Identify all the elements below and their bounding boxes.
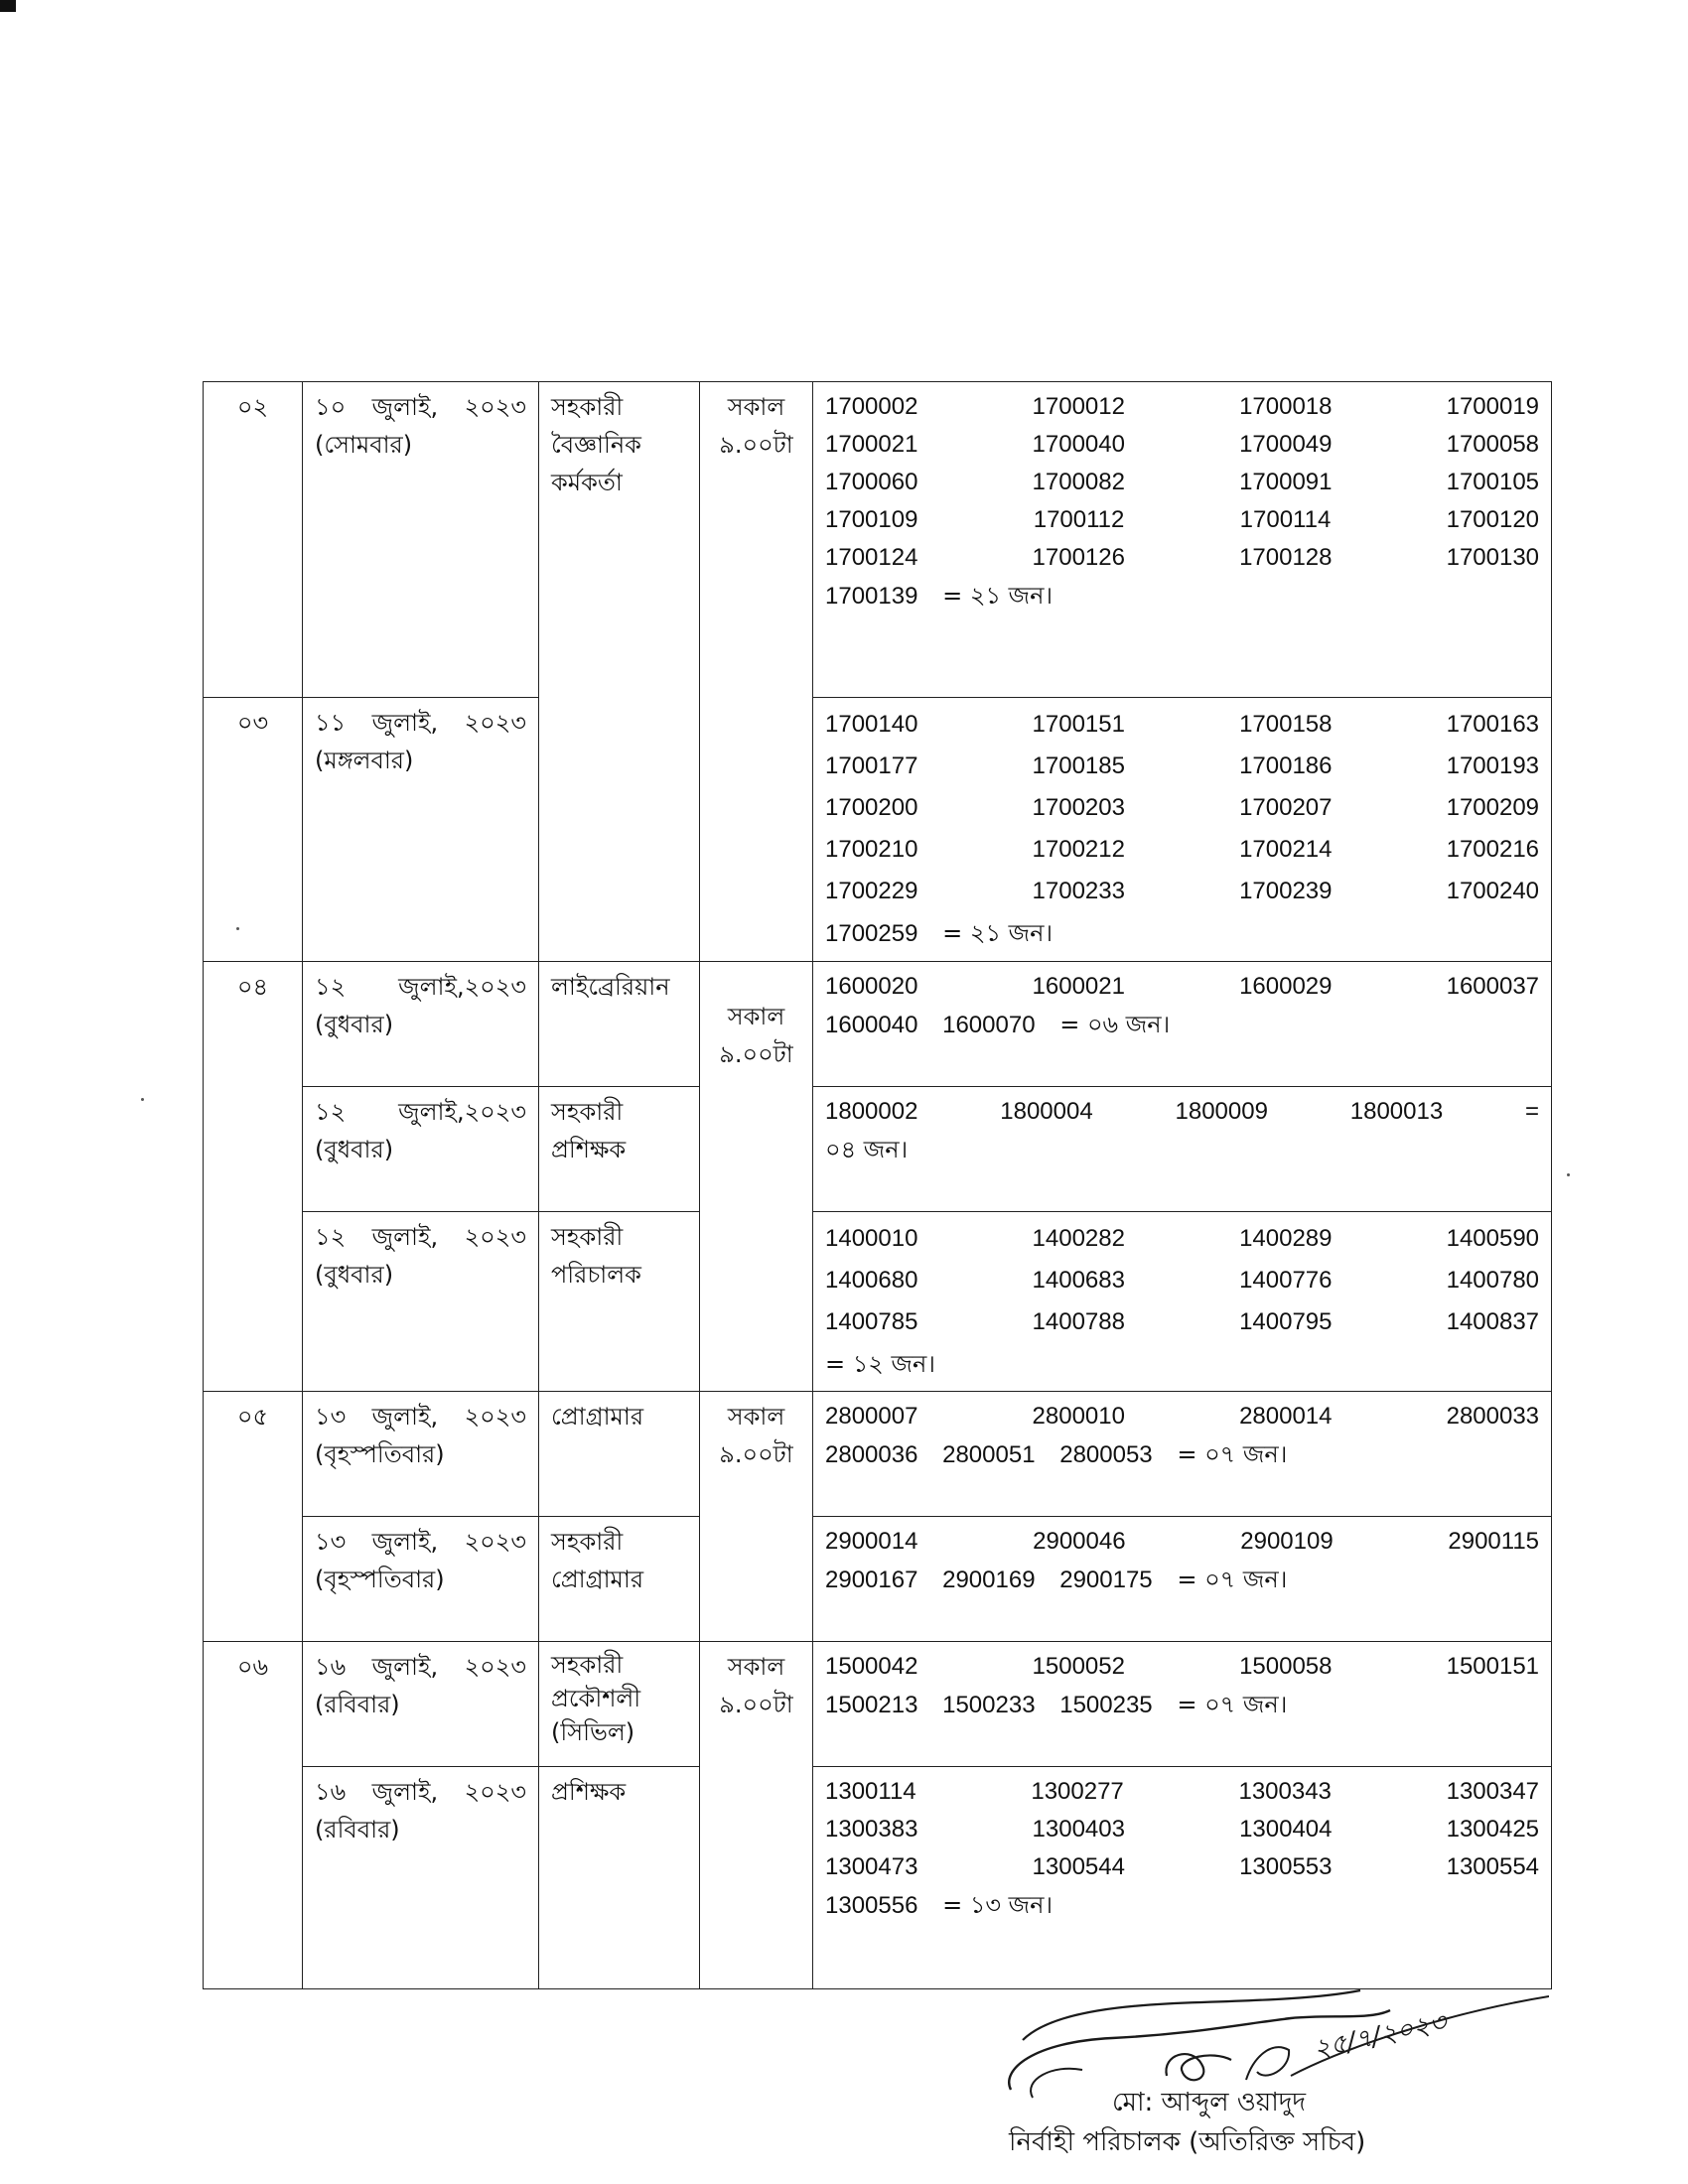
roll-number: 1300425 [1446, 1816, 1540, 1843]
roll-number: 1700019 [1446, 393, 1540, 420]
roll-number-line [825, 1006, 1539, 1044]
roll-number-line [825, 1886, 1539, 1925]
roll-number: 1600070 [942, 1012, 1036, 1038]
roll-number: 2900115 [1448, 1528, 1540, 1555]
exam-day: (রবিবার) [315, 1816, 400, 1843]
roll-number: 1400837 [1446, 1308, 1540, 1335]
exam-date: ১২ জুলাই,২০২৩ [315, 973, 526, 1001]
roll-number: 1300553 [1239, 1853, 1333, 1880]
roll-number-line [825, 1848, 1539, 1886]
roll-number: 1700193 [1446, 752, 1540, 779]
roll-number: 1300544 [1032, 1853, 1125, 1880]
time-label: সকাল [727, 1653, 785, 1681]
roll-number: 2800033 [1446, 1403, 1540, 1430]
roll-number: 1300404 [1239, 1816, 1333, 1843]
roll-number: 1700216 [1446, 836, 1540, 863]
roll-number: 1700091 [1239, 469, 1333, 495]
roll-number: 1700120 [1446, 506, 1540, 533]
roll-number: 1700139 [825, 583, 918, 610]
roll-number: 2800051 [942, 1441, 1036, 1468]
time-cell [700, 382, 813, 962]
roll-number: 1700212 [1032, 836, 1125, 863]
roll-number: 2900169 [942, 1567, 1036, 1593]
post-cell [539, 1517, 700, 1642]
roll-number-line [825, 704, 1539, 746]
roll-number: 1400795 [1239, 1308, 1333, 1335]
post-name-line: কর্মকর্তা [551, 469, 623, 496]
roll-number-line [825, 1648, 1539, 1686]
post-cell [539, 1642, 700, 1767]
schedule-row [204, 1087, 1552, 1212]
roll-numbers-cell [813, 1392, 1552, 1517]
roll-number-line [825, 1218, 1539, 1260]
roll-number: 1700233 [1032, 878, 1125, 904]
roll-number: 1700177 [825, 752, 918, 779]
candidate-total: = ০৬ জন। [1059, 1011, 1171, 1038]
post-name-line: প্রকৌশলী [551, 1685, 641, 1712]
roll-number: 1400282 [1032, 1225, 1125, 1252]
roll-numbers-cell [813, 698, 1552, 962]
exam-day: (রবিবার) [315, 1691, 400, 1718]
roll-number: 1700158 [1239, 711, 1333, 738]
roll-number: 2900014 [825, 1528, 918, 1555]
exam-day: (বৃহস্পতিবার) [315, 1566, 445, 1593]
roll-number: 1400289 [1239, 1225, 1333, 1252]
roll-number: 1600040 [825, 1012, 918, 1038]
roll-numbers-cell [813, 1212, 1552, 1392]
roll-number: 1700214 [1239, 836, 1333, 863]
roll-number: 1300403 [1032, 1816, 1125, 1843]
time-cell [700, 1642, 813, 1989]
exam-day: (বুধবার) [315, 1136, 394, 1163]
roll-number: 1500042 [825, 1653, 918, 1680]
roll-number: 1700229 [825, 878, 918, 904]
roll-number: 1300383 [825, 1816, 918, 1843]
exam-date: ১০ জুলাই, ২০২৩ [315, 393, 526, 421]
time-label: সকাল [727, 1403, 785, 1431]
time-value: ৯.০০টা [719, 431, 793, 459]
roll-number: 1500151 [1446, 1653, 1540, 1680]
date-cell [303, 1212, 539, 1392]
exam-day: (মঙ্গলবার) [315, 747, 414, 774]
date-cell [303, 1642, 539, 1767]
roll-number: 1400785 [825, 1308, 918, 1335]
roll-number: 1400780 [1446, 1267, 1540, 1294]
exam-schedule-table [203, 381, 1552, 1989]
roll-numbers-cell [813, 382, 1552, 698]
roll-number: 1300343 [1238, 1778, 1332, 1805]
serial-cell: ০৫ [204, 1392, 303, 1642]
roll-number: 1500052 [1032, 1653, 1125, 1680]
post-name-line: (সিভিল) [551, 1718, 635, 1746]
roll-number-line [825, 1523, 1539, 1561]
roll-number: 1700210 [825, 836, 918, 863]
roll-number: 1700021 [825, 431, 918, 458]
signer-designation: নির্বাহী পরিচালক (অতিরিক্ত সচিব) [1009, 2127, 1366, 2157]
candidate-total: = ১২ জন। [825, 1350, 935, 1378]
roll-number-line [825, 426, 1539, 464]
schedule-row [204, 698, 1552, 962]
roll-number: 1700049 [1239, 431, 1333, 458]
roll-number: 1800013 [1349, 1098, 1444, 1125]
scan-corner-mark [0, 0, 16, 12]
roll-number: 1300473 [825, 1853, 918, 1880]
roll-number-line [825, 829, 1539, 871]
serial-cell: ০৩ [204, 698, 303, 962]
post-cell [539, 382, 700, 962]
time-value: ৯.০০টা [719, 1691, 793, 1718]
roll-number: 1700105 [1446, 469, 1540, 495]
roll-number: 1700185 [1032, 752, 1125, 779]
exam-day: (বুধবার) [315, 1261, 394, 1289]
roll-number: 1300554 [1446, 1853, 1540, 1880]
date-cell [303, 698, 539, 962]
exam-date: ১২ জুলাই,২০২৩ [315, 1098, 526, 1126]
post-cell [539, 1087, 700, 1212]
roll-number: 2800007 [825, 1403, 918, 1430]
exam-date: ১২ জুলাই, ২০২৩ [315, 1223, 526, 1251]
roll-number-line [825, 1811, 1539, 1848]
post-cell [539, 1392, 700, 1517]
schedule-row [204, 1767, 1552, 1989]
post-name-line: প্রশিক্ষক [551, 1136, 627, 1163]
roll-number: 1700140 [825, 711, 918, 738]
candidate-total: = ০৭ জন। [1177, 1691, 1288, 1718]
roll-number: 1800002 [825, 1098, 918, 1125]
roll-number: 1700130 [1446, 544, 1540, 571]
roll-number-line [825, 1773, 1539, 1811]
roll-number: 1600021 [1032, 973, 1125, 1000]
roll-numbers-cell [813, 1087, 1552, 1212]
schedule-row [204, 962, 1552, 1087]
roll-number-line [825, 1686, 1539, 1724]
roll-number: 2800010 [1032, 1403, 1125, 1430]
candidate-total: = ২১ জন। [942, 582, 1054, 610]
schedule-row [204, 1212, 1552, 1392]
roll-number: 1700114 [1239, 506, 1332, 533]
candidate-total: = ২১ জন। [942, 919, 1054, 947]
scan-speck [1567, 1173, 1570, 1176]
post-name-line: বৈজ্ঞানিক [551, 431, 641, 459]
roll-number-line [825, 388, 1539, 426]
roll-number: 1700124 [825, 544, 918, 571]
roll-number: 1700128 [1239, 544, 1333, 571]
exam-date: ১৬ জুলাই, ২০২৩ [315, 1778, 526, 1806]
post-name-line: পরিচালক [551, 1261, 641, 1289]
post-name-line: প্রোগ্রামার [551, 1403, 644, 1431]
serial-cell: ০২ [204, 382, 303, 698]
roll-number: 1300347 [1446, 1778, 1540, 1805]
roll-number: = [1525, 1098, 1540, 1125]
schedule-row [204, 1392, 1552, 1517]
roll-number: 1400788 [1032, 1308, 1125, 1335]
signature-block [993, 1980, 1549, 2169]
date-cell [303, 1392, 539, 1517]
roll-number: 2900167 [825, 1567, 918, 1593]
roll-number: 1300114 [825, 1778, 916, 1805]
roll-number: 1700082 [1032, 469, 1125, 495]
roll-number: 1600029 [1239, 973, 1333, 1000]
roll-number: 1700109 [825, 506, 918, 533]
roll-numbers-cell [813, 1767, 1552, 1989]
roll-number: 1600037 [1446, 973, 1540, 1000]
date-cell [303, 1087, 539, 1212]
roll-number: 1700200 [825, 794, 918, 821]
roll-number-line [825, 1093, 1539, 1131]
signer-name: মো: আব্দুল ওয়াদুদ [1112, 2088, 1307, 2117]
roll-number: 1500235 [1059, 1692, 1153, 1718]
roll-number-line [825, 871, 1539, 912]
roll-number: 1700058 [1446, 431, 1540, 458]
schedule-row [204, 1642, 1552, 1767]
roll-number-line [825, 1398, 1539, 1435]
schedule-row [204, 1517, 1552, 1642]
post-name-line: প্রোগ্রামার [551, 1566, 644, 1593]
roll-number: 1400683 [1032, 1267, 1125, 1294]
roll-number: 1800004 [1000, 1098, 1093, 1125]
roll-number: 1700040 [1032, 431, 1125, 458]
roll-number: 1700060 [825, 469, 918, 495]
roll-number: 1800009 [1175, 1098, 1268, 1125]
roll-number: 1300556 [825, 1892, 918, 1919]
date-cell [303, 1767, 539, 1989]
handwritten-date: ২৫/৭/২০২৩ [1311, 2007, 1450, 2065]
roll-number: 1700207 [1239, 794, 1333, 821]
roll-number-line [825, 1435, 1539, 1474]
roll-number-line [825, 1260, 1539, 1301]
post-cell [539, 962, 700, 1087]
roll-number: 1500058 [1239, 1653, 1333, 1680]
roll-number-line [825, 912, 1539, 955]
roll-number: 1400590 [1446, 1225, 1540, 1252]
roll-number-line [825, 787, 1539, 829]
time-label: সকাল [727, 393, 785, 421]
exam-date: ১৩ জুলাই, ২০২৩ [315, 1528, 526, 1556]
serial-cell: ০৪ [204, 962, 303, 1392]
roll-number-line [825, 1561, 1539, 1599]
exam-date: ১৩ জুলাই, ২০২৩ [315, 1403, 526, 1431]
roll-number: 2900175 [1059, 1567, 1153, 1593]
roll-numbers-cell [813, 1642, 1552, 1767]
post-name-line: সহকারী [551, 1098, 624, 1126]
roll-number-line [825, 501, 1539, 539]
candidate-total: ০৪ জন। [825, 1136, 909, 1163]
candidate-total: = ০৭ জন। [1177, 1566, 1288, 1593]
roll-number: 1500213 [825, 1692, 918, 1718]
roll-number: 1700151 [1032, 711, 1125, 738]
roll-number-line [825, 968, 1539, 1006]
exam-date: ১৬ জুলাই, ২০২৩ [315, 1653, 526, 1681]
candidate-total: = ১৩ জন। [942, 1891, 1054, 1919]
roll-number: 2800014 [1239, 1403, 1333, 1430]
post-name-line: সহকারী [551, 1651, 624, 1679]
roll-number: 1700012 [1032, 393, 1125, 420]
roll-number: 1700209 [1446, 794, 1540, 821]
time-cell [700, 1392, 813, 1642]
serial-cell: ০৬ [204, 1642, 303, 1989]
post-name-line: প্রশিক্ষক [551, 1778, 627, 1806]
exam-day: (সোমবার) [315, 431, 413, 459]
roll-number: 1600020 [825, 973, 918, 1000]
roll-number-line [825, 539, 1539, 577]
roll-numbers-cell [813, 962, 1552, 1087]
time-value: ৯.০০টা [719, 1040, 793, 1068]
post-name-line: লাইব্রেরিয়ান [551, 973, 670, 1001]
roll-number: 1700259 [825, 920, 918, 947]
post-name-line: সহকারী [551, 393, 624, 421]
roll-number: 1700126 [1032, 544, 1125, 571]
roll-number: 1700018 [1239, 393, 1333, 420]
roll-number: 2900046 [1033, 1528, 1126, 1555]
roll-number: 1400010 [825, 1225, 918, 1252]
post-cell [539, 1212, 700, 1392]
exam-date: ১১ জুলাই, ২০২৩ [315, 709, 526, 737]
roll-number: 1700240 [1446, 878, 1540, 904]
roll-number-line [825, 577, 1539, 615]
time-cell [700, 962, 813, 1392]
roll-number: 2800036 [825, 1441, 918, 1468]
roll-number: 2800053 [1059, 1441, 1153, 1468]
roll-number: 1400680 [825, 1267, 918, 1294]
roll-number: 1700239 [1239, 878, 1333, 904]
roll-number: 1300277 [1031, 1778, 1124, 1805]
roll-number: 1700203 [1032, 794, 1125, 821]
roll-number: 2900109 [1240, 1528, 1334, 1555]
roll-number-line [825, 746, 1539, 787]
roll-number: 1700186 [1239, 752, 1333, 779]
roll-number-line [825, 1301, 1539, 1343]
roll-number: 1700112 [1033, 506, 1125, 533]
schedule-row [204, 382, 1552, 698]
time-label: সকাল [727, 1003, 785, 1030]
candidate-total: = ০৭ জন। [1177, 1440, 1288, 1468]
post-name-line: সহকারী [551, 1528, 624, 1556]
date-cell [303, 962, 539, 1087]
roll-number: 1700002 [825, 393, 918, 420]
post-name-line: সহকারী [551, 1223, 624, 1251]
roll-number: 1700163 [1446, 711, 1540, 738]
roll-number: 1400776 [1239, 1267, 1333, 1294]
roll-number: 1500233 [942, 1692, 1036, 1718]
exam-day: (বুধবার) [315, 1011, 394, 1038]
scan-speck [141, 1098, 144, 1101]
time-value: ৯.০০টা [719, 1440, 793, 1468]
post-cell [539, 1767, 700, 1989]
exam-day: (বৃহস্পতিবার) [315, 1440, 445, 1468]
date-cell [303, 382, 539, 698]
roll-number-line [825, 464, 1539, 501]
roll-numbers-cell [813, 1517, 1552, 1642]
date-cell [303, 1517, 539, 1642]
